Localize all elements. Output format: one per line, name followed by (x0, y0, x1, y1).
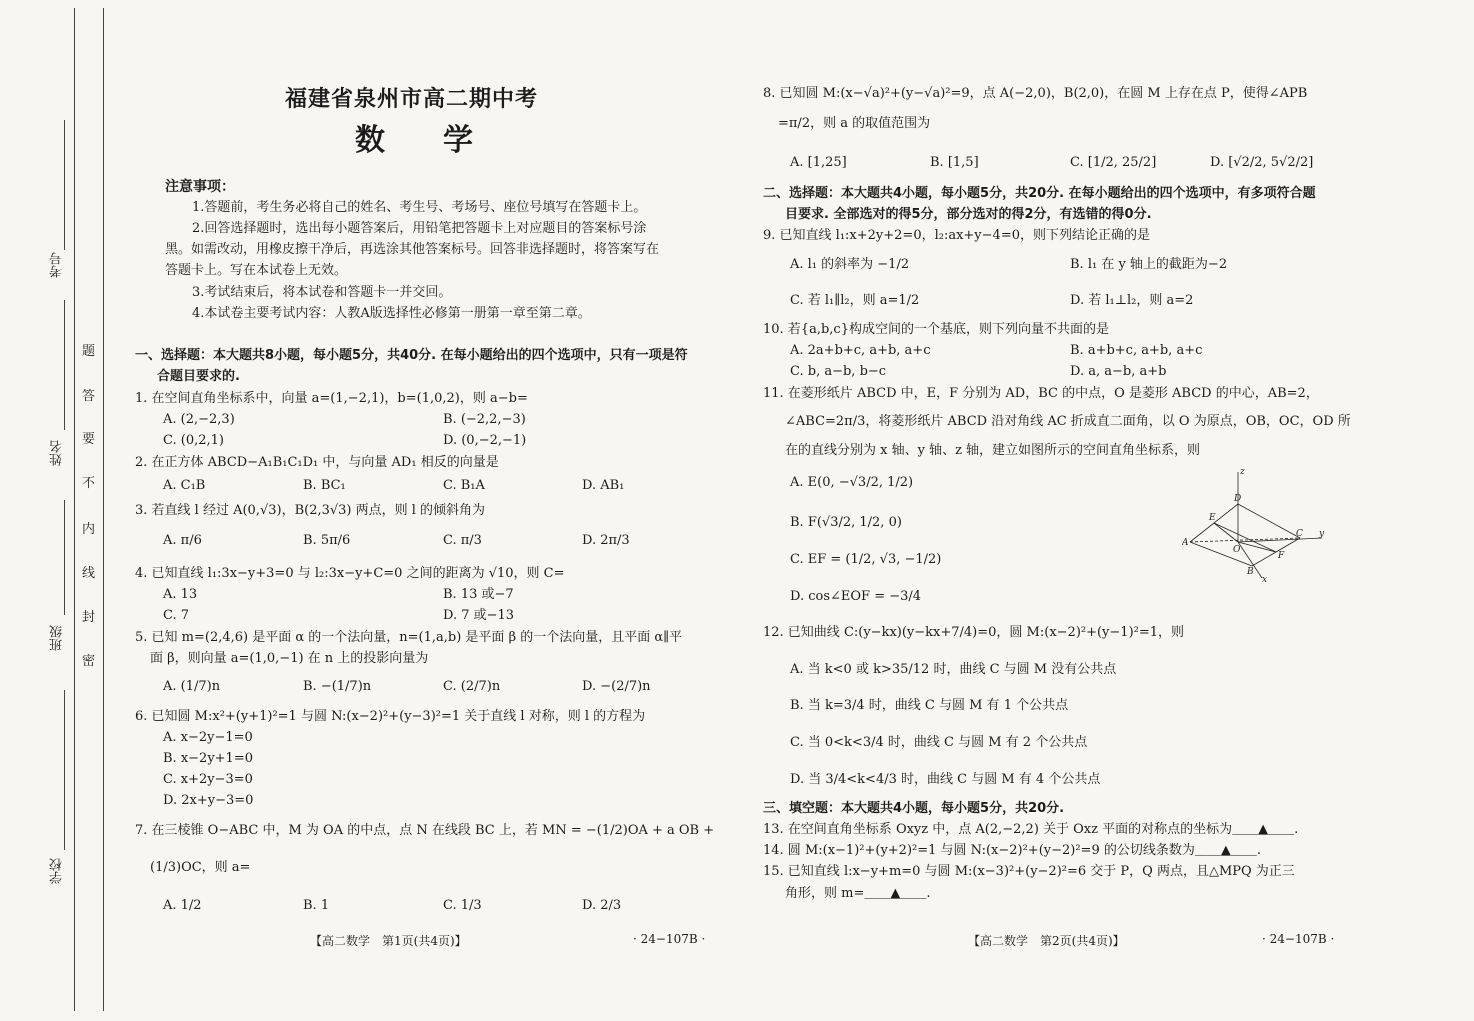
question-3-option-a: A. π/6 (163, 533, 202, 548)
section2-heading: 二、选择题：本大题共4小题，每小题5分，共20分. 在每小题给出的四个选项中，有多项符合题 (763, 186, 1316, 201)
question-11-option-c: C. EF = (1/2, √3, −1/2) (790, 552, 942, 567)
exam-title: 福建省泉州市高二期中考 (285, 87, 539, 112)
section2-heading-cont: 目要求. 全部选对的得5分，部分选对的得2分，有选错的得0分. (785, 207, 1152, 222)
page-footer-code: · 24−107B · (1262, 932, 1335, 946)
page-footer-code: · 24−107B · (633, 932, 706, 946)
question-5-option-a: A. (1/7)n (163, 679, 221, 694)
section1-heading-cont: 合题目要求的. (157, 369, 240, 384)
question-14-stem: 14. 圆 M:(x−1)²+(y+2)²=1 与圆 N:(x−2)²+(y−2)²=9 的公切线条数为＿＿▲＿＿. (763, 843, 1261, 858)
question-6-option-a: A. x−2y−1=0 (163, 730, 253, 745)
seal-char: 内 (82, 522, 96, 537)
question-1-stem: 1. 在空间直角坐标系中，向量 a=(1,−2,1)，b=(1,0,2)，则 a−b= (135, 391, 528, 406)
question-2-stem: 2. 在正方体 ABCD−A₁B₁C₁D₁ 中，与向量 AD₁ 相反的向量是 (135, 455, 499, 470)
question-11-stem-cont2: 在的直线分别为 x 轴、y 轴、z 轴，建立如图所示的空间直角坐标系，则 (785, 443, 1201, 458)
fig-label-f: F (1278, 551, 1285, 561)
notice-line: 黑。如需改动，用橡皮擦干净后，再选涂其他答案标号。回答非选择题时，将答案写在 (165, 242, 660, 257)
question-13-stem: 13. 在空间直角坐标系 Oxyz 中，点 A(2,−2,2) 关于 Oxz 平面的对称点的坐标为＿＿▲＿＿. (763, 822, 1299, 837)
question-10-option-b: B. a+b+c, a+b, a+c (1070, 343, 1203, 358)
question-7-stem-cont: (1/3)OC，则 a= (150, 860, 251, 875)
fig-label-a: A (1182, 538, 1189, 548)
seal-char: 封 (82, 610, 96, 625)
question-10-option-a: A. 2a+b+c, a+b, a+c (790, 343, 931, 358)
question-9-stem: 9. 已知直线 l₁:x+2y+2=0，l₂:ax+y−4=0，则下列结论正确的是 (763, 228, 1150, 243)
page-footer-label: 【高二数学 第1页(共4页)】 (310, 934, 467, 948)
seal-char: 密 (82, 654, 96, 669)
question-15-stem-cont: 角形，则 m=＿＿▲＿＿. (785, 886, 931, 901)
question-4-option-b: B. 13 或−7 (443, 587, 514, 602)
seal-char: 题 (82, 344, 96, 359)
question-8-option-b: B. [1,5] (930, 155, 979, 170)
question-3-option-b: B. 5π/6 (303, 533, 351, 548)
question-6-option-d: D. 2x+y−3=0 (163, 793, 254, 808)
question-9-option-a: A. l₁ 的斜率为 −1/2 (790, 257, 910, 272)
question-3-option-d: D. 2π/3 (582, 533, 630, 548)
fig-label-d: D (1234, 494, 1242, 504)
question-5-option-c: C. (2/7)n (443, 679, 501, 694)
fig-label-x: x (1262, 575, 1268, 584)
notice-line: 2.回答选择题时，选出每小题答案后，用铅笔把答题卡上对应题目的答案标号涂 (192, 221, 647, 236)
folded-rhombus-figure (1182, 466, 1332, 584)
fig-label-b: B (1247, 567, 1254, 577)
question-2-option-d: D. AB₁ (582, 478, 625, 493)
question-4-option-a: A. 13 (163, 587, 198, 602)
question-6-option-c: C. x+2y−3=0 (163, 772, 253, 787)
notice-line: 4.本试卷主要考试内容：人教A版选择性必修第一册第一章至第二章。 (192, 306, 591, 321)
question-8-option-a: A. [1,25] (790, 155, 847, 170)
binding-line-outer (74, 8, 75, 1011)
fig-label-e: E (1209, 513, 1216, 523)
fig-label-c: C (1296, 529, 1303, 539)
fig-label-o: O (1233, 545, 1241, 555)
field-underline (64, 300, 65, 430)
question-12-option-d: D. 当 3/4<k<4/3 时，曲线 C 与圆 M 有 4 个公共点 (790, 772, 1101, 787)
question-5-stem-cont: 面 β，则向量 a=(1,0,−1) 在 n 上的投影向量为 (150, 651, 429, 666)
page-footer-label: 【高二数学 第2页(共4页)】 (968, 934, 1125, 948)
notice-line: 3.考试结束后，将本试卷和答题卡一并交回。 (192, 285, 452, 300)
question-10-stem: 10. 若{a,b,c}构成空间的一个基底，则下列向量不共面的是 (763, 322, 1109, 337)
field-exam-number: 考号 (50, 252, 65, 278)
question-4-stem: 4. 已知直线 l₁:3x−y+3=0 与 l₂:3x−y+C=0 之间的距离为 √10，则 C= (135, 566, 565, 581)
question-12-option-c: C. 当 0<k<3/4 时，曲线 C 与圆 M 有 2 个公共点 (790, 735, 1088, 750)
question-5-stem: 5. 已知 m=(2,4,6) 是平面 α 的一个法向量，n=(1,a,b) 是平面 β 的一个法向量，且平面 α∥平 (135, 630, 683, 645)
question-2-option-b: B. BC₁ (303, 478, 346, 493)
field-name: 姓名 (50, 440, 65, 466)
question-11-stem-cont: ∠ABC=2π/3，将菱形纸片 ABCD 沿对角线 AC 折成直二面角，以 O 为原点，OB，OC，OD 所 (785, 414, 1351, 429)
question-1-option-b: B. (−2,2,−3) (443, 412, 526, 427)
seal-char: 要 (82, 432, 96, 447)
field-school: 学校 (50, 858, 65, 884)
question-8-stem-cont: =π/2，则 a 的取值范围为 (778, 116, 931, 131)
question-1-option-d: D. (0,−2,−1) (443, 433, 527, 448)
seal-char: 不 (82, 476, 96, 491)
question-4-option-d: D. 7 或−13 (443, 608, 515, 623)
section3-heading: 三、填空题：本大题共4小题，每小题5分，共20分. (763, 801, 1065, 816)
notice-heading: 注意事项： (165, 179, 235, 195)
question-1-option-c: C. (0,2,1) (163, 433, 224, 448)
question-5-option-d: D. −(2/7)n (582, 679, 651, 694)
question-7-stem: 7. 在三棱锥 O−ABC 中，M 为 OA 的中点，点 N 在线段 BC 上，若 MN = −(1/2)OA + a OB + (135, 823, 715, 838)
fig-label-y: y (1319, 529, 1325, 539)
question-5-option-b: B. −(1/7)n (303, 679, 372, 694)
question-6-option-b: B. x−2y+1=0 (163, 751, 253, 766)
question-7-option-c: C. 1/3 (443, 898, 482, 913)
question-3-option-c: C. π/3 (443, 533, 482, 548)
field-underline (64, 690, 65, 850)
question-12-option-b: B. 当 k=3/4 时，曲线 C 与圆 M 有 1 个公共点 (790, 698, 1069, 713)
seal-char: 答 (82, 389, 96, 404)
question-8-stem: 8. 已知圆 M:(x−√a)²+(y−√a)²=9，点 A(−2,0)，B(2,0)，在圆 M 上存在点 P，使得∠APB (763, 86, 1308, 101)
question-7-option-b: B. 1 (303, 898, 330, 913)
question-6-stem: 6. 已知圆 M:x²+(y+1)²=1 与圆 N:(x−2)²+(y−3)²=1 关于直线 l 对称，则 l 的方程为 (135, 709, 646, 724)
seal-char: 线 (82, 566, 96, 581)
question-8-option-d: D. [√2/2, 5√2/2] (1210, 155, 1314, 170)
question-2-option-a: A. C₁B (163, 478, 206, 493)
section1-heading: 一、选择题：本大题共8小题，每小题5分，共40分. 在每小题给出的四个选项中，只有一项是符 (135, 348, 688, 363)
question-11-option-b: B. F(√3/2, 1/2, 0) (790, 515, 902, 530)
question-4-option-c: C. 7 (163, 608, 190, 623)
question-2-option-c: C. B₁A (443, 478, 485, 493)
question-7-option-a: A. 1/2 (163, 898, 202, 913)
fig-label-z: z (1240, 467, 1245, 477)
question-9-option-d: D. 若 l₁⊥l₂，则 a=2 (1070, 293, 1194, 308)
question-3-stem: 3. 若直线 l 经过 A(0,√3)，B(2,3√3) 两点，则 l 的倾斜角为 (135, 503, 486, 518)
field-underline (64, 500, 65, 615)
question-12-option-a: A. 当 k<0 或 k>35/12 时，曲线 C 与圆 M 没有公共点 (790, 662, 1117, 677)
question-10-option-d: D. a, a−b, a+b (1070, 364, 1167, 379)
field-underline (64, 120, 65, 250)
question-10-option-c: C. b, a−b, b−c (790, 364, 887, 379)
question-11-option-d: D. cos∠EOF = −3/4 (790, 589, 922, 604)
field-class: 班级 (50, 625, 65, 651)
question-7-option-d: D. 2/3 (582, 898, 622, 913)
question-1-option-a: A. (2,−2,3) (163, 412, 235, 427)
question-9-option-b: B. l₁ 在 y 轴上的截距为−2 (1070, 257, 1228, 272)
question-9-option-c: C. 若 l₁∥l₂，则 a=1/2 (790, 293, 920, 308)
binding-line-inner (103, 8, 104, 1011)
question-15-stem: 15. 已知直线 l:x−y+m=0 与圆 M:(x−3)²+(y−2)²=6 交于 P，Q 两点，且△MPQ 为正三 (763, 864, 1295, 879)
subject-title: 数学 (355, 123, 531, 158)
question-12-stem: 12. 已知曲线 C:(y−kx)(y−kx+7/4)=0，圆 M:(x−2)²+(y−1)²=1，则 (763, 625, 1185, 640)
binding-margin (0, 0, 108, 1021)
notice-line: 1.答题前，考生务必将自己的姓名、考生号、考场号、座位号填写在答题卡上。 (192, 200, 647, 215)
question-8-option-c: C. [1/2, 25/2] (1070, 155, 1157, 170)
notice-line: 答题卡上。写在本试卷上无效。 (165, 263, 348, 278)
question-11-option-a: A. E(0, −√3/2, 1/2) (790, 475, 914, 490)
question-11-stem: 11. 在菱形纸片 ABCD 中，E，F 分别为 AD，BC 的中点，O 是菱形 ABCD 的中心，AB=2， (763, 386, 1319, 401)
